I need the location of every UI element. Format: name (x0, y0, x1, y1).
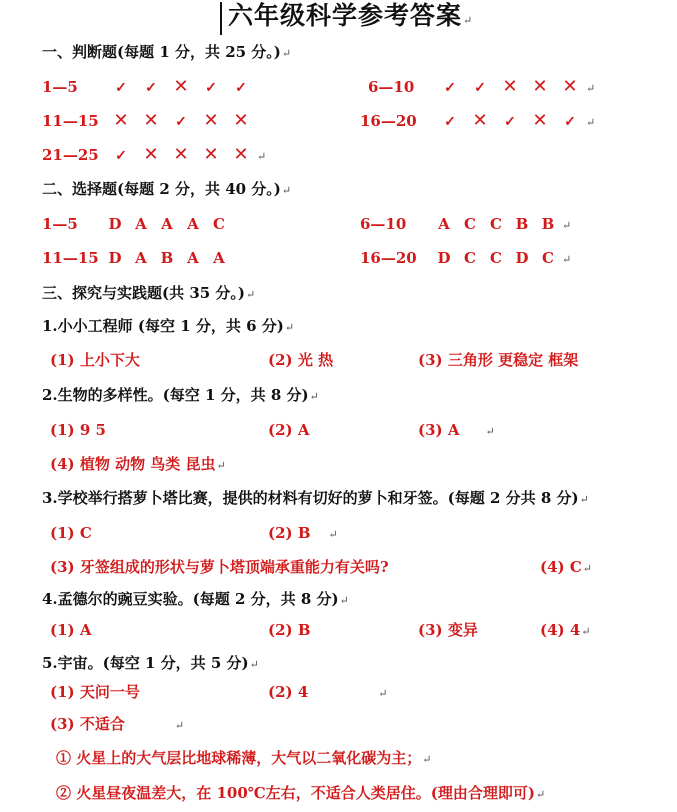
judge-marks-21-25: ✓ ✕ ✕ ✕ ✕ ↵ (106, 143, 266, 169)
cross-icon: ✕ (233, 144, 249, 165)
cross-icon: ✕ (532, 110, 548, 131)
range-label: 21—25 (42, 146, 99, 164)
cross-icon: ✕ (173, 144, 189, 165)
range-label: 1—5 (42, 78, 78, 96)
section3-heading: 三、探究与实践题(共 35 分。)↵ (42, 284, 256, 302)
judge-marks-11-15 (106, 109, 256, 134)
q4-answer-2: (2) B (268, 621, 311, 639)
q4-heading: 4.孟德尔的豌豆实验。(每题 2 分，共 8 分)↵ (42, 590, 349, 608)
range-label: 6—10 (360, 215, 407, 233)
section2-heading: 二、选择题(每题 2 分，共 40 分。)↵ (42, 180, 292, 198)
cross-icon: ✕ (502, 76, 518, 97)
judge-marks-16-20: ✓ ✕ ✓ ✕ ✓ ↵ (435, 109, 595, 135)
q2-heading: 2.生物的多样性。(每空 1 分，共 8 分)↵ (42, 386, 319, 404)
tick-icon: ✓ (474, 80, 486, 96)
cross-icon: ✕ (173, 76, 189, 97)
q2-answer-2: (2) A (268, 421, 310, 439)
tick-icon: ✓ (235, 80, 247, 96)
cross-icon: ✕ (472, 110, 488, 131)
range-label: 16—20 (360, 249, 417, 267)
q4-answer-4: (4) 4↵ (540, 621, 591, 639)
tick-icon: ✓ (175, 114, 187, 130)
range-label: 11—15 (42, 249, 99, 267)
answer-key-page: 六年级科学参考答案↵ 一、判断题(每题 1 分，共 25 分。)↵ 1—5 ✓ ✓ ✕ ✓ ✓ 6—10 ✓ ✓ ✕ ✕ ✕ ↵ 11—15 ✕ ✕ ✓ ✕ ✕ 16—20 ✓ ✕ ✓ ✕ ✓ ↵ 21—25 ✓ ✕ ✕ ✕ ✕ ↵ 二、选择题(每题 2 分，共 40 分。)↵ 1—5 D A A A C 6—10 A C C B B ↵ 11—15 D A B A A 16—20 D C C D C ↵ 三、探究与实践题(共 35 分。)↵ 1.小小工程师 (每空 1 分，共 6 分)↵ (1) 上小下大 (2) 光 热 (3) 三角形 更稳定 框架 2.生物的多样性。(每空 1 分，共 8 分)↵ (1) 9 5 (2) A (3) A ↵ (4) 植物 动物 鸟类 昆虫↵ 3.学校举行搭萝卜塔比赛，提供的材料有切好的萝卜和牙签。(每题 2 分共 8 分)↵ (1) C (2) B ↵ (3) 牙签组成的形状与萝卜塔顶端承重能力有关吗? (4) C↵ 4.孟德尔的豌豆实验。(每题 2 分，共 8 分)↵ (1) A (2) B (3) 变异 (4) 4↵ 5.宇宙。(每空 1 分，共 5 分)↵ (1) 天问一号 (2) 4 ↵ (3) 不适合 ↵ ① 火星上的大气层比地球稀薄，大气以二氧化碳为主；↵ ② 火星昼夜温差大，在 100℃左右，不适合人类居住。(理由合理即可)↵ (42, 1, 596, 802)
cross-icon: ✕ (113, 110, 129, 131)
choice-answers-16-20: D C C D C ↵ (437, 249, 572, 267)
choice-answers-11-15: D A B A A (108, 249, 225, 267)
cross-icon: ✕ (562, 76, 578, 97)
q1-answer-2: (2) 光 热 (268, 351, 334, 369)
judge-marks-1-5 (106, 75, 256, 100)
tick-icon: ✓ (444, 80, 456, 96)
tick-icon: ✓ (145, 80, 157, 96)
cross-icon: ✕ (233, 110, 249, 131)
q3-answer-1: (1) C (50, 524, 92, 542)
judge-marks-6-10: ✓ ✓ ✕ ✕ ✕ ↵ (435, 75, 595, 101)
q4-answer-1: (1) A (50, 621, 92, 639)
q3-answer-4: (4) C↵ (540, 558, 593, 576)
q1-answer-1: (1) 上小下大 (50, 351, 140, 369)
choice-answers-1-5: D A A A C (108, 215, 225, 233)
range-label: 16—20 (360, 112, 417, 130)
range-label: 11—15 (42, 112, 99, 130)
choice-answers-6-10: A C C B B ↵ (438, 215, 572, 233)
q5-answer-1: (1) 天问一号 (50, 683, 140, 701)
q3-answer-3: (3) 牙签组成的形状与萝卜塔顶端承重能力有关吗? (50, 558, 389, 576)
cross-icon: ✕ (203, 110, 219, 131)
q2-answer-1: (1) 9 5 (50, 421, 106, 439)
q5-answer-2: (2) 4 ↵ (268, 683, 388, 701)
cross-icon: ✕ (143, 110, 159, 131)
tick-icon: ✓ (504, 114, 516, 130)
range-label: 6—10 (368, 78, 415, 96)
q3-answer-2: (2) B ↵ (268, 524, 338, 542)
tick-icon: ✓ (115, 80, 127, 96)
q1-heading: 1.小小工程师 (每空 1 分，共 6 分)↵ (42, 317, 295, 335)
q4-answer-3: (3) 变异 (418, 621, 478, 639)
tick-icon: ✓ (205, 80, 217, 96)
section1-heading: 一、判断题(每题 1 分，共 25 分。)↵ (42, 43, 292, 61)
paragraph-mark: ↵ (463, 14, 474, 27)
q1-answer-3: (3) 三角形 更稳定 框架 (418, 351, 579, 369)
tick-icon: ✓ (444, 114, 456, 130)
page-title: 六年级科学参考答案↵ (220, 2, 473, 35)
q3-heading: 3.学校举行搭萝卜塔比赛，提供的材料有切好的萝卜和牙签。(每题 2 分共 8 分)↵ (42, 489, 589, 507)
cross-icon: ✕ (203, 144, 219, 165)
tick-icon: ✓ (115, 148, 127, 164)
cross-icon: ✕ (532, 76, 548, 97)
q5-heading: 5.宇宙。(每空 1 分，共 5 分)↵ (42, 654, 259, 672)
tick-icon: ✓ (564, 114, 576, 130)
cross-icon: ✕ (143, 144, 159, 165)
q2-answer-3: (3) A ↵ (418, 421, 495, 439)
range-label: 1—5 (42, 215, 78, 233)
